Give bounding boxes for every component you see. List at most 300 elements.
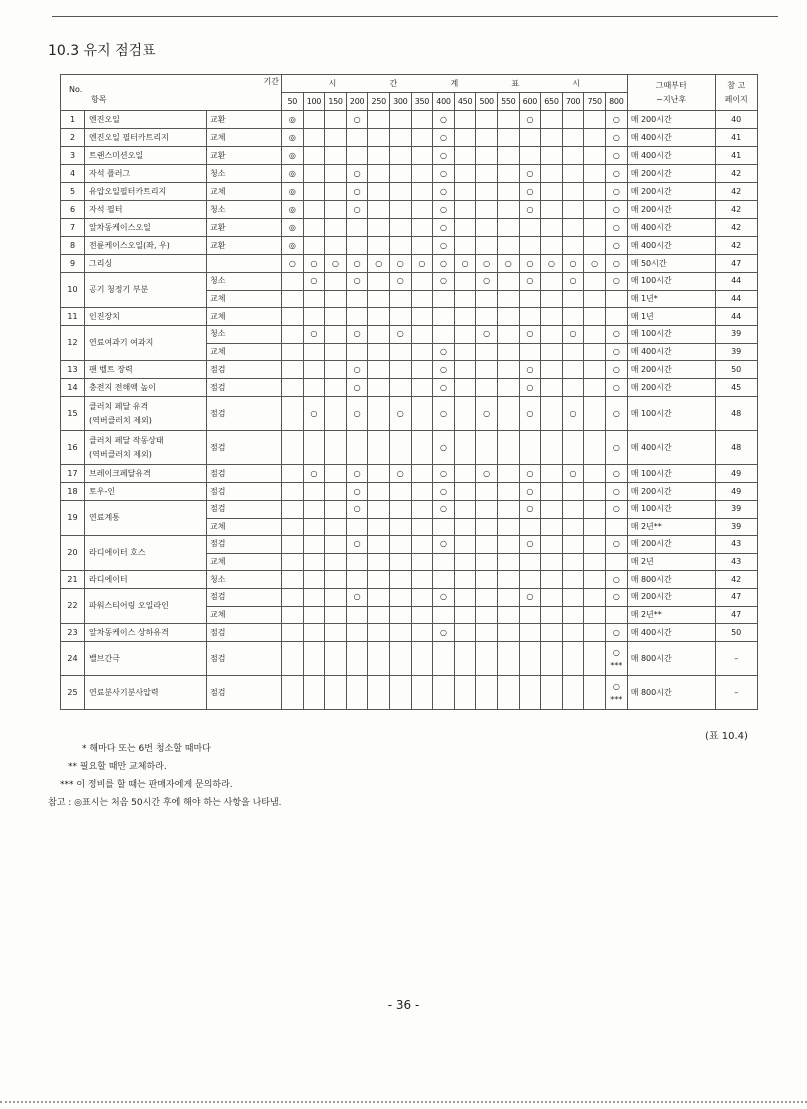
header-ref	[715, 75, 757, 111]
interval-cell-300: ○	[389, 326, 411, 344]
interval-cell-700	[562, 624, 584, 642]
interval-cell-100	[303, 431, 325, 465]
interval-cell-200	[346, 290, 368, 308]
interval-cell-250	[368, 431, 390, 465]
interval-cell-700	[562, 219, 584, 237]
interval-cell-600: ○	[519, 183, 541, 201]
row-number: 10	[61, 273, 85, 308]
interval-cell-700	[562, 431, 584, 465]
interval-cell-650	[541, 147, 563, 165]
interval-cell-800: ○	[605, 397, 627, 431]
interval-cell-300	[389, 219, 411, 237]
item-name	[85, 326, 207, 361]
interval-cell-500: ○	[476, 465, 498, 483]
interval-cell-100	[303, 290, 325, 308]
interval-cell-450	[454, 465, 476, 483]
frequency: 매 800시간	[627, 571, 715, 589]
item-name-text: 팬 벨트 장력	[89, 364, 133, 374]
interval-cell-550	[497, 219, 519, 237]
interval-header-350: 350	[411, 93, 433, 111]
interval-cell-750	[584, 501, 606, 519]
interval-cell-650	[541, 290, 563, 308]
interval-cell-250	[368, 183, 390, 201]
table-row	[61, 642, 758, 676]
item-name-text: 유압오일필터카트리지	[89, 186, 167, 196]
interval-cell-350	[411, 219, 433, 237]
interval-cell-50	[282, 518, 304, 536]
interval-title	[282, 75, 628, 93]
interval-cell-550	[497, 676, 519, 710]
interval-cell-300	[389, 129, 411, 147]
interval-cell-700	[562, 165, 584, 183]
interval-cell-450	[454, 553, 476, 571]
interval-cell-400	[433, 642, 455, 676]
interval-cell-750	[584, 147, 606, 165]
frequency: 매 400시간	[627, 219, 715, 237]
table-row	[61, 361, 758, 379]
header-item: 항목	[91, 94, 107, 104]
interval-cell-100	[303, 343, 325, 361]
interval-cell-300	[389, 642, 411, 676]
interval-cell-50	[282, 501, 304, 519]
interval-cell-700	[562, 343, 584, 361]
table-row	[61, 483, 758, 501]
row-number: 20	[61, 536, 85, 571]
interval-cell-650	[541, 553, 563, 571]
reference-page: 48	[715, 431, 757, 465]
action: 청소	[207, 273, 282, 291]
reference-page: 42	[715, 183, 757, 201]
interval-cell-800: ○	[605, 571, 627, 589]
interval-cell-150	[325, 501, 347, 519]
interval-title-char: 시	[572, 78, 581, 88]
interval-cell-800: ○	[605, 465, 627, 483]
interval-cell-300	[389, 624, 411, 642]
item-name	[85, 676, 207, 710]
interval-cell-650	[541, 397, 563, 431]
interval-cell-500	[476, 501, 498, 519]
interval-cell-800: ○	[605, 183, 627, 201]
interval-cell-700	[562, 379, 584, 397]
interval-cell-500: ○	[476, 397, 498, 431]
interval-cell-400: ○	[433, 379, 455, 397]
interval-cell-450	[454, 431, 476, 465]
frequency: 매 800시간	[627, 676, 715, 710]
frequency: 매 200시간	[627, 483, 715, 501]
interval-header-100: 100	[303, 93, 325, 111]
interval-cell-400: ○	[433, 431, 455, 465]
row-number: 4	[61, 165, 85, 183]
interval-cell-800	[605, 606, 627, 624]
interval-cell-450: ○	[454, 255, 476, 273]
interval-cell-650	[541, 343, 563, 361]
row-number: 3	[61, 147, 85, 165]
interval-cell-800: ○	[605, 219, 627, 237]
item-name-text: 밸브간극	[89, 653, 120, 663]
item-name	[85, 147, 207, 165]
interval-cell-450	[454, 589, 476, 607]
interval-cell-400: ○	[433, 237, 455, 255]
interval-cell-600	[519, 308, 541, 326]
interval-cell-500	[476, 237, 498, 255]
interval-cell-200: ○	[346, 165, 368, 183]
interval-cell-500	[476, 361, 498, 379]
table-row	[61, 219, 758, 237]
interval-cell-100: ○	[303, 326, 325, 344]
item-name-text: 자석 플러그	[89, 168, 131, 178]
interval-cell-400	[433, 676, 455, 710]
reference-page: –	[715, 642, 757, 676]
interval-header-650: 650	[541, 93, 563, 111]
interval-cell-500	[476, 290, 498, 308]
interval-cell-400: ○	[433, 219, 455, 237]
interval-header-550: 550	[497, 93, 519, 111]
frequency: 매 1년	[627, 308, 715, 326]
interval-cell-300	[389, 111, 411, 129]
interval-cell-150	[325, 219, 347, 237]
reference-page: –	[715, 676, 757, 710]
frequency: 매 200시간	[627, 183, 715, 201]
interval-cell-100: ○	[303, 255, 325, 273]
table-row	[61, 589, 758, 607]
interval-title-char: 계	[450, 78, 459, 88]
footnote: 참고 : ◎표시는 처음 50시간 후에 해야 하는 사항을 나타냄.	[48, 798, 282, 808]
item-name	[85, 183, 207, 201]
interval-cell-50	[282, 553, 304, 571]
interval-cell-600	[519, 219, 541, 237]
interval-cell-400: ○	[433, 397, 455, 431]
interval-cell-200: ○	[346, 465, 368, 483]
interval-cell-600: ○	[519, 589, 541, 607]
item-name-text: 라디에이터	[89, 574, 128, 584]
interval-cell-750	[584, 111, 606, 129]
interval-cell-350	[411, 308, 433, 326]
interval-cell-200	[346, 553, 368, 571]
frequency: 매 100시간	[627, 326, 715, 344]
interval-cell-600: ○	[519, 165, 541, 183]
header-no: No.	[69, 84, 83, 94]
item-name-text: 트랜스미션오일	[89, 150, 144, 160]
interval-cell-650	[541, 308, 563, 326]
interval-cell-300	[389, 237, 411, 255]
reference-page: 47	[715, 589, 757, 607]
reference-page: 50	[715, 624, 757, 642]
interval-cell-350	[411, 290, 433, 308]
interval-cell-800: ○	[605, 483, 627, 501]
frequency: 매 800시간	[627, 642, 715, 676]
interval-cell-750	[584, 536, 606, 554]
table-row	[61, 147, 758, 165]
action: 교체	[207, 308, 282, 326]
item-name	[85, 501, 207, 536]
interval-cell-400: ○	[433, 465, 455, 483]
interval-cell-600: ○	[519, 536, 541, 554]
interval-cell-650	[541, 129, 563, 147]
reference-page: 39	[715, 501, 757, 519]
interval-cell-350	[411, 536, 433, 554]
interval-cell-650	[541, 589, 563, 607]
interval-cell-50: ◎	[282, 111, 304, 129]
reference-page: 41	[715, 147, 757, 165]
interval-cell-450	[454, 237, 476, 255]
interval-cell-800: ○	[605, 379, 627, 397]
interval-cell-250	[368, 111, 390, 129]
frequency: 매 200시간	[627, 201, 715, 219]
frequency: 매 400시간	[627, 431, 715, 465]
row-number: 13	[61, 361, 85, 379]
interval-cell-250	[368, 589, 390, 607]
interval-cell-400	[433, 553, 455, 571]
interval-cell-750	[584, 379, 606, 397]
interval-cell-750	[584, 518, 606, 536]
interval-cell-100	[303, 606, 325, 624]
interval-cell-500	[476, 147, 498, 165]
interval-header-600: 600	[519, 93, 541, 111]
interval-cell-250	[368, 518, 390, 536]
interval-cell-800: ○	[605, 201, 627, 219]
interval-cell-350	[411, 606, 433, 624]
item-name-text: 연료계통	[89, 513, 120, 522]
interval-cell-650	[541, 606, 563, 624]
interval-title-char: 간	[389, 78, 398, 88]
interval-cell-500	[476, 483, 498, 501]
reference-page: 39	[715, 326, 757, 344]
interval-cell-500	[476, 642, 498, 676]
interval-cell-350	[411, 518, 433, 536]
interval-cell-100	[303, 676, 325, 710]
interval-cell-100	[303, 129, 325, 147]
interval-cell-350	[411, 431, 433, 465]
interval-cell-400: ○	[433, 255, 455, 273]
interval-header-700: 700	[562, 93, 584, 111]
interval-cell-800	[605, 308, 627, 326]
interval-cell-100	[303, 111, 325, 129]
item-name-text: 충전지 전해액 높이	[89, 382, 156, 392]
interval-cell-350	[411, 343, 433, 361]
interval-cell-150	[325, 518, 347, 536]
item-name-text: 연료여과기 여과지	[89, 338, 154, 347]
item-name	[85, 431, 207, 465]
interval-cell-50	[282, 290, 304, 308]
frequency: 매 100시간	[627, 501, 715, 519]
interval-cell-800: ○	[605, 624, 627, 642]
interval-cell-150	[325, 165, 347, 183]
interval-cell-150	[325, 361, 347, 379]
interval-cell-750	[584, 465, 606, 483]
interval-cell-500	[476, 431, 498, 465]
row-number: 5	[61, 183, 85, 201]
interval-cell-500	[476, 518, 498, 536]
interval-cell-700	[562, 642, 584, 676]
interval-cell-650	[541, 518, 563, 536]
footnotes	[48, 740, 282, 812]
reference-page: 39	[715, 518, 757, 536]
footnote: *** 이 정비를 할 때는 판매자에게 문의하라.	[60, 780, 233, 790]
interval-cell-550	[497, 483, 519, 501]
action: 점검	[207, 361, 282, 379]
page-title: 10.3 유지 점검표	[48, 43, 156, 59]
interval-header-400: 400	[433, 93, 455, 111]
interval-cell-50	[282, 397, 304, 431]
interval-cell-350	[411, 397, 433, 431]
interval-cell-50	[282, 676, 304, 710]
interval-cell-600	[519, 606, 541, 624]
interval-cell-300	[389, 201, 411, 219]
interval-cell-650	[541, 536, 563, 554]
interval-cell-50	[282, 589, 304, 607]
interval-cell-250	[368, 343, 390, 361]
interval-cell-500	[476, 343, 498, 361]
interval-cell-550	[497, 536, 519, 554]
reference-page: 42	[715, 165, 757, 183]
interval-cell-600	[519, 642, 541, 676]
interval-header-300: 300	[389, 93, 411, 111]
interval-cell-200: ○	[346, 361, 368, 379]
interval-cell-800: ○	[605, 147, 627, 165]
frequency: 매 50시간	[627, 255, 715, 273]
item-name	[85, 571, 207, 589]
interval-cell-50	[282, 343, 304, 361]
interval-cell-700	[562, 501, 584, 519]
interval-cell-350	[411, 553, 433, 571]
reference-page: 43	[715, 553, 757, 571]
interval-cell-650	[541, 111, 563, 129]
interval-cell-100	[303, 361, 325, 379]
interval-cell-550	[497, 431, 519, 465]
interval-cell-350	[411, 147, 433, 165]
item-name-text: 클러치 페달 유격	[89, 401, 149, 411]
interval-cell-750	[584, 308, 606, 326]
item-name-text: 엔진오일 필터카트리지	[89, 132, 169, 142]
interval-cell-250	[368, 624, 390, 642]
interval-cell-550	[497, 501, 519, 519]
item-name-text: 전륜케이스오일(좌, 우)	[89, 240, 170, 250]
interval-cell-450	[454, 165, 476, 183]
interval-cell-100	[303, 483, 325, 501]
interval-header-500: 500	[476, 93, 498, 111]
interval-cell-100	[303, 379, 325, 397]
row-number: 15	[61, 397, 85, 431]
interval-cell-150	[325, 553, 347, 571]
interval-cell-50	[282, 308, 304, 326]
interval-cell-150	[325, 326, 347, 344]
reference-page: 48	[715, 397, 757, 431]
interval-cell-750	[584, 676, 606, 710]
interval-cell-300	[389, 553, 411, 571]
interval-cell-100	[303, 553, 325, 571]
interval-cell-300	[389, 290, 411, 308]
header-after-line: 그때부터	[655, 80, 687, 90]
interval-cell-650	[541, 501, 563, 519]
interval-cell-600	[519, 518, 541, 536]
frequency: 매 100시간	[627, 465, 715, 483]
interval-cell-550	[497, 606, 519, 624]
interval-cell-300	[389, 147, 411, 165]
interval-cell-750	[584, 237, 606, 255]
footnote: ** 필요할 때만 교체하라.	[68, 762, 167, 772]
interval-cell-750	[584, 624, 606, 642]
interval-cell-300: ○	[389, 397, 411, 431]
interval-cell-200: ○	[346, 201, 368, 219]
interval-cell-550	[497, 273, 519, 291]
interval-cell-150	[325, 290, 347, 308]
interval-cell-150	[325, 606, 347, 624]
action: 점검	[207, 465, 282, 483]
interval-cell-200: ○	[346, 379, 368, 397]
interval-cell-150	[325, 571, 347, 589]
interval-cell-500	[476, 553, 498, 571]
interval-cell-500	[476, 165, 498, 183]
item-name-text: 인진장치	[89, 311, 120, 321]
table-row	[61, 431, 758, 465]
reference-page: 47	[715, 606, 757, 624]
reference-page: 50	[715, 361, 757, 379]
frequency: 매 200시간	[627, 165, 715, 183]
header-ref-line: 페이지	[724, 94, 748, 104]
row-number: 1	[61, 111, 85, 129]
interval-cell-100	[303, 219, 325, 237]
interval-cell-700	[562, 129, 584, 147]
interval-cell-800: ○	[605, 501, 627, 519]
interval-cell-650	[541, 219, 563, 237]
interval-cell-350	[411, 326, 433, 344]
interval-cell-50	[282, 273, 304, 291]
interval-cell-400	[433, 326, 455, 344]
interval-cell-550	[497, 571, 519, 589]
action: 점검	[207, 501, 282, 519]
action: 점검	[207, 624, 282, 642]
interval-cell-550	[497, 642, 519, 676]
interval-cell-50: ◎	[282, 165, 304, 183]
action: 교환	[207, 147, 282, 165]
row-number: 23	[61, 624, 85, 642]
interval-cell-50	[282, 361, 304, 379]
table-row	[61, 165, 758, 183]
interval-cell-600: ○	[519, 273, 541, 291]
frequency: 매 400시간	[627, 624, 715, 642]
item-name	[85, 361, 207, 379]
interval-cell-450	[454, 290, 476, 308]
interval-cell-750	[584, 273, 606, 291]
table-row	[61, 465, 758, 483]
interval-cell-600	[519, 147, 541, 165]
interval-cell-350	[411, 111, 433, 129]
interval-cell-250	[368, 290, 390, 308]
reference-page: 40	[715, 111, 757, 129]
interval-cell-500	[476, 129, 498, 147]
interval-cell-500	[476, 676, 498, 710]
interval-cell-550	[497, 201, 519, 219]
interval-cell-700: ○	[562, 326, 584, 344]
interval-cell-600	[519, 676, 541, 710]
interval-cell-400: ○	[433, 129, 455, 147]
interval-cell-200	[346, 308, 368, 326]
row-number: 7	[61, 219, 85, 237]
interval-cell-650	[541, 676, 563, 710]
interval-cell-250	[368, 237, 390, 255]
interval-cell-50	[282, 431, 304, 465]
interval-cell-700	[562, 606, 584, 624]
frequency: 매 200시간	[627, 589, 715, 607]
interval-cell-350: ○	[411, 255, 433, 273]
interval-cell-150	[325, 642, 347, 676]
interval-cell-100: ○	[303, 465, 325, 483]
interval-cell-700: ○	[562, 273, 584, 291]
interval-header-50: 50	[282, 93, 304, 111]
interval-cell-800: ○	[605, 165, 627, 183]
interval-cell-100	[303, 308, 325, 326]
frequency: 매 2년	[627, 553, 715, 571]
